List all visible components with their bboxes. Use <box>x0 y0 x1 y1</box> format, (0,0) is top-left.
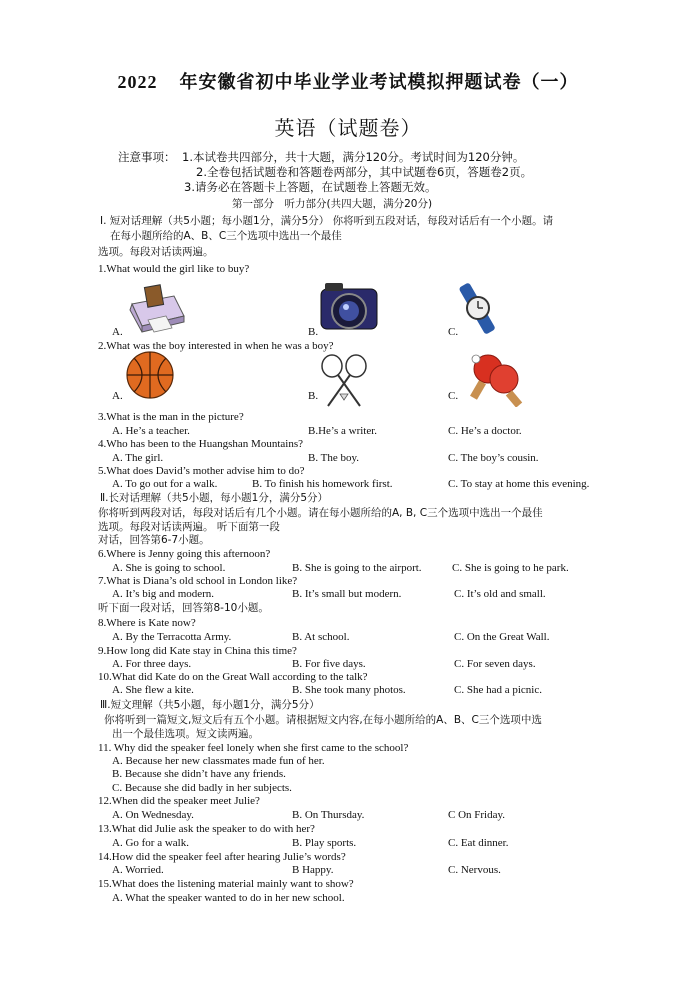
q15-stem: 15.What does the listening material mainly want to show? <box>98 878 354 890</box>
q7-option-c: C. It’s old and small. <box>454 588 546 600</box>
section3-line1: 你将听到一篇短文,短文后有五个小题。请根据短文内容,在每小题所给的A、B、C三个选项中选 <box>104 714 542 726</box>
notice-item-3: 3.请务必在答题卡上答题，在试题卷上答题无效。 <box>184 180 437 194</box>
section2-line2: 选项。每段对话读两遍。 听下面第一段 <box>98 521 280 533</box>
q13-option-c: C. Eat dinner. <box>448 837 509 849</box>
q8-option-a: A. By the Terracotta Army. <box>112 631 232 643</box>
q13-option-b: B. Play sports. <box>292 837 357 849</box>
q9-option-a: A. For three days. <box>112 658 192 670</box>
q10-stem: 10.What did Kate do on the Great Wall according to the talk? <box>98 671 368 683</box>
q5-stem: 5.What does David’s mother advise him to do? <box>98 465 305 477</box>
watch-icon <box>457 281 499 340</box>
q7-option-b: B. It’s small but modern. <box>292 588 402 600</box>
exam-subtitle: 英语（试题卷） <box>274 116 422 140</box>
q12-option-b: B. On Thursday. <box>292 809 365 821</box>
section2-line3: 对话，回答第6-7小题。 <box>98 534 210 546</box>
q7-stem: 7.What is Diana’s old school in London like? <box>98 575 298 587</box>
q10-option-b: B. She took many photos. <box>292 684 406 696</box>
q7-option-a: A. It’s big and modern. <box>112 588 215 600</box>
exam-year: 2022 <box>117 72 158 92</box>
q4-option-a: A. The girl. <box>112 452 164 464</box>
exam-title-text: 年安徽省初中毕业学业考试模拟押题试卷（一） <box>179 72 579 93</box>
q12-stem: 12.When did the speaker meet Julie? <box>98 795 260 807</box>
q8-option-c: C. On the Great Wall. <box>454 631 550 643</box>
q5-option-c: C. To stay at home this evening. <box>448 478 590 490</box>
exam-title <box>0 68 696 94</box>
q15-option-a: A. What the speaker wanted to do in her new school. <box>112 892 345 904</box>
q1-option-a: A. <box>112 326 123 338</box>
section2-heading: Ⅱ.长对话理解（共5小题，每小题1分，满分5分） <box>100 492 329 504</box>
q1-option-c: C. <box>448 326 459 338</box>
q14-stem: 14.How did the speaker feel after hearing Julie’s words? <box>98 851 346 863</box>
q1-option-b: B. <box>308 326 319 338</box>
printer-icon <box>122 282 188 339</box>
q14-option-b: B Happy. <box>292 864 334 876</box>
basketball-icon <box>124 350 176 405</box>
q3-option-a: A. He’s a teacher. <box>112 425 190 437</box>
q9-option-c: C. For seven days. <box>454 658 536 670</box>
section1-line2: 在每小题所给的A、B、C三个选项中选出一个最佳 <box>110 230 342 242</box>
section2-line1: 你将听到两段对话，每段对话后有几个小题。请在每小题所给的A, B, C三个选项中选出一个最佳 <box>98 507 543 519</box>
q13-stem: 13.What did Julie ask the speaker to do with her? <box>98 823 315 835</box>
q6-option-a: A. She is going to school. <box>112 562 226 574</box>
q4-option-c: C. The boy’s cousin. <box>448 452 539 464</box>
q2-option-b: B. <box>308 390 319 402</box>
q8-option-b: B. At school. <box>292 631 350 643</box>
q6-stem: 6.Where is Jenny going this afternoon? <box>98 548 271 560</box>
badminton-icon <box>318 354 370 413</box>
q12-option-c: C On Friday. <box>448 809 506 821</box>
q2-stem: 2.What was the boy interested in when he was a boy? <box>98 340 334 352</box>
q11-option-c: C. Because she did badly in her subjects. <box>112 782 292 794</box>
q9-stem: 9.How long did Kate stay in China this time? <box>98 645 297 657</box>
q12-option-a: A. On Wednesday. <box>112 809 194 821</box>
listen-instruction-2: 听下面一段对话，回答第8-10小题。 <box>98 602 269 614</box>
q9-option-b: B. For five days. <box>292 658 366 670</box>
section1-heading: I. 短对话理解（共5小题；每小题1分，满分5分） 你将听到五段对话，每段对话后有一个小题。请 <box>100 215 554 227</box>
q10-option-c: C. She had a picnic. <box>454 684 542 696</box>
q14-option-c: C. Nervous. <box>448 864 501 876</box>
q10-option-a: A. She flew a kite. <box>112 684 194 696</box>
notice-item-2: 2.全卷包括试题卷和答题卷两部分，其中试题卷6页，答题卷2页。 <box>196 165 533 179</box>
q8-stem: 8.Where is Kate now? <box>98 617 196 629</box>
q6-option-c: C. She is going to he park. <box>452 562 569 574</box>
q4-stem: 4.Who has been to the Huangshan Mountains? <box>98 438 303 450</box>
section3-heading: Ⅲ.短文理解（共5小题，每小题1分，满分5分） <box>100 699 320 711</box>
q2-option-c: C. <box>448 390 459 402</box>
q3-option-b: B.He’s a writer. <box>308 425 378 437</box>
q11-option-a: A. Because her new classmates made fun of her. <box>112 755 325 767</box>
q5-option-b: B. To finish his homework first. <box>252 478 393 490</box>
q11-stem: 11. Why did the speaker feel lonely when she first came to the school? <box>98 742 409 754</box>
q3-option-c: C. He’s a doctor. <box>448 425 522 437</box>
part1-heading: 第一部分 听力部分(共四大题，满分20分) <box>232 198 433 210</box>
q11-option-b: B. Because she didn’t have any friends. <box>112 768 286 780</box>
camera-icon <box>319 281 379 340</box>
notice-label: 注意事项： <box>118 150 176 164</box>
q3-stem: 3.What is the man in the picture? <box>98 411 244 423</box>
q14-option-a: A. Worried. <box>112 864 164 876</box>
table-tennis-icon <box>466 351 526 412</box>
q6-option-b: B. She is going to the airport. <box>292 562 422 574</box>
section1-line3: 选项。每段对话读两遍。 <box>98 246 214 258</box>
section3-line2: 出一个最佳选项。短文读两遍。 <box>112 728 259 740</box>
notice-item-1: 1.本试卷共四部分，共十大题，满分120分。考试时间为120分钟。 <box>182 150 525 164</box>
q2-option-a: A. <box>112 390 123 402</box>
q1-stem: 1.What would the girl like to buy? <box>98 263 250 275</box>
q13-option-a: A. Go for a walk. <box>112 837 189 849</box>
q5-option-a: A. To go out for a walk. <box>112 478 218 490</box>
q4-option-b: B. The boy. <box>308 452 360 464</box>
